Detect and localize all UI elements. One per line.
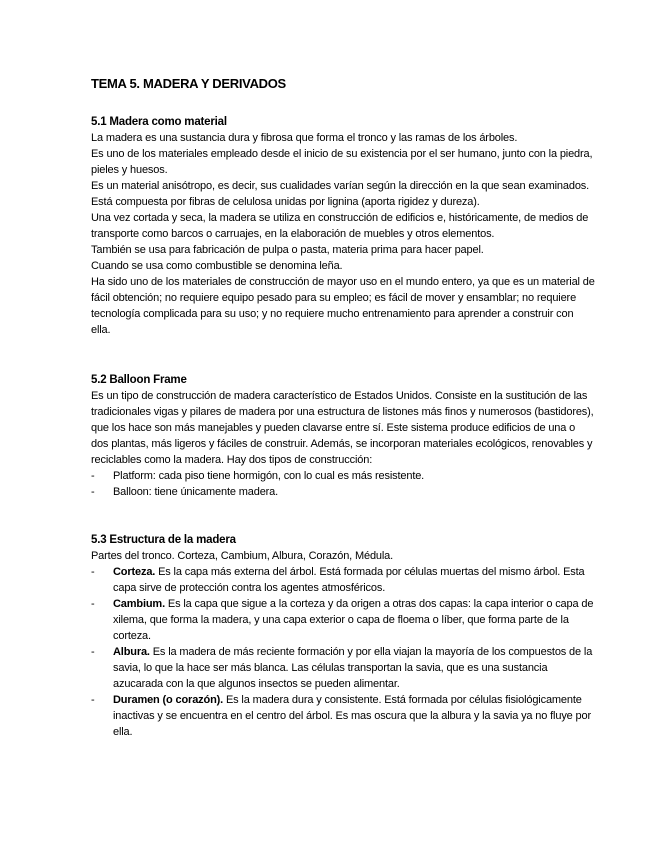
dash-bullet: - [91, 694, 95, 706]
paragraph: Es un tipo de construcción de madera característico de Estados Unidos. Consiste en la sustitución de las tradicionales vigas y pilares de madera por una estructura de listones más finos y numerosos (bastidores), que los hace son más manejables y pueden clavarse entre sí. Este sistema produce edificios de una o dos plantas, más ligeros y fáciles de construir. Además, se incorporan materiales ecológicos, renovables y reciclables como la madera. Hay dos tipos de construcción: [91, 390, 594, 466]
list-item [91, 484, 595, 500]
section-madera-como-material [91, 114, 595, 338]
term-label: Duramen (o corazón). [113, 694, 224, 706]
term-description: Es la capa más externa del árbol. Está formada por células muertas del mismo árbol. Esta capa sirve de protección contra los agentes atmosféricos. [113, 566, 585, 594]
construction-types-list [91, 468, 595, 500]
dash-bullet: - [91, 486, 95, 498]
paragraph: Está compuesta por fibras de celulosa unidas por lignina (aporta rigidez y dureza). [91, 196, 480, 208]
term-description: Es la madera dura y consistente. Está formada por células fisiológicamente inactivas y se encuentra en el centro del árbol. Es mas oscura que la albura y la savia ya no fluye por ella. [113, 694, 591, 738]
paragraph: Partes del tronco. Corteza, Cambium, Albura, Corazón, Médula. [91, 550, 394, 562]
term-label: Cambium. [113, 598, 165, 610]
list-item-text: Platform: cada piso tiene hormigón, con lo cual es más resistente. [113, 470, 425, 482]
paragraph: Cuando se usa como combustible se denomina leña. [91, 260, 343, 272]
section-spacer [91, 500, 595, 532]
paragraph: También se usa para fabricación de pulpa o pasta, materia prima para hacer papel. [91, 244, 484, 256]
section-estructura-madera [91, 532, 595, 740]
section-heading: 5.1 Madera como material [91, 116, 227, 128]
term-label: Corteza. [113, 566, 156, 578]
list-item-text: Balloon: tiene únicamente madera. [113, 486, 279, 498]
dash-bullet: - [91, 598, 95, 610]
term-label: Albura. [113, 646, 150, 658]
term-description: Es la madera de más reciente formación y por ella viajan la mayoría de los compuestos de la savia, lo que la hace ser más blanca. Las células transportan la savia, que es una sustancia azucarada con la que algunos insectos se pueden alimentar. [113, 646, 593, 690]
dash-bullet: - [91, 470, 95, 482]
list-item [91, 468, 595, 484]
list-item [91, 564, 595, 596]
trunk-parts-list [91, 564, 595, 740]
section-balloon-frame [91, 372, 595, 500]
list-item [91, 644, 595, 692]
paragraph: Es uno de los materiales empleado desde el inicio de su existencia por el ser humano, junto con la piedra, pieles y huesos. [91, 148, 593, 176]
dash-bullet: - [91, 566, 95, 578]
dash-bullet: - [91, 646, 95, 658]
section-heading: 5.2 Balloon Frame [91, 374, 187, 386]
document-title: TEMA 5. MADERA Y DERIVADOS [91, 76, 286, 91]
term-description: Es la capa que sigue a la corteza y da origen a otras dos capas: la capa interior o capa de xilema, que forma la madera, y una capa exterior o capa de floema o líber, que forma parte de la corteza. [113, 598, 594, 642]
paragraph: Ha sido uno de los materiales de construcción de mayor uso en el mundo entero, ya que es un material de fácil obtención; no requiere equipo pesado para su empleo; es fácil de mover y ensamblar; no requiere tecnología complicada para su uso; y no requiere mucho entrenamiento para aprender a construir con ella. [91, 276, 595, 336]
list-item [91, 596, 595, 644]
section-heading: 5.3 Estructura de la madera [91, 534, 236, 546]
paragraph: Es un material anisótropo, es decir, sus cualidades varían según la dirección en la que sean examinados. [91, 180, 590, 192]
section-spacer [91, 338, 595, 372]
list-item [91, 692, 595, 740]
paragraph: La madera es una sustancia dura y fibrosa que forma el tronco y las ramas de los árboles. [91, 132, 518, 144]
paragraph: Una vez cortada y seca, la madera se utiliza en construcción de edificios e, históricamente, de medios de transporte como barcos o carruajes, en la elaboración de muebles y otros elementos. [91, 212, 589, 240]
